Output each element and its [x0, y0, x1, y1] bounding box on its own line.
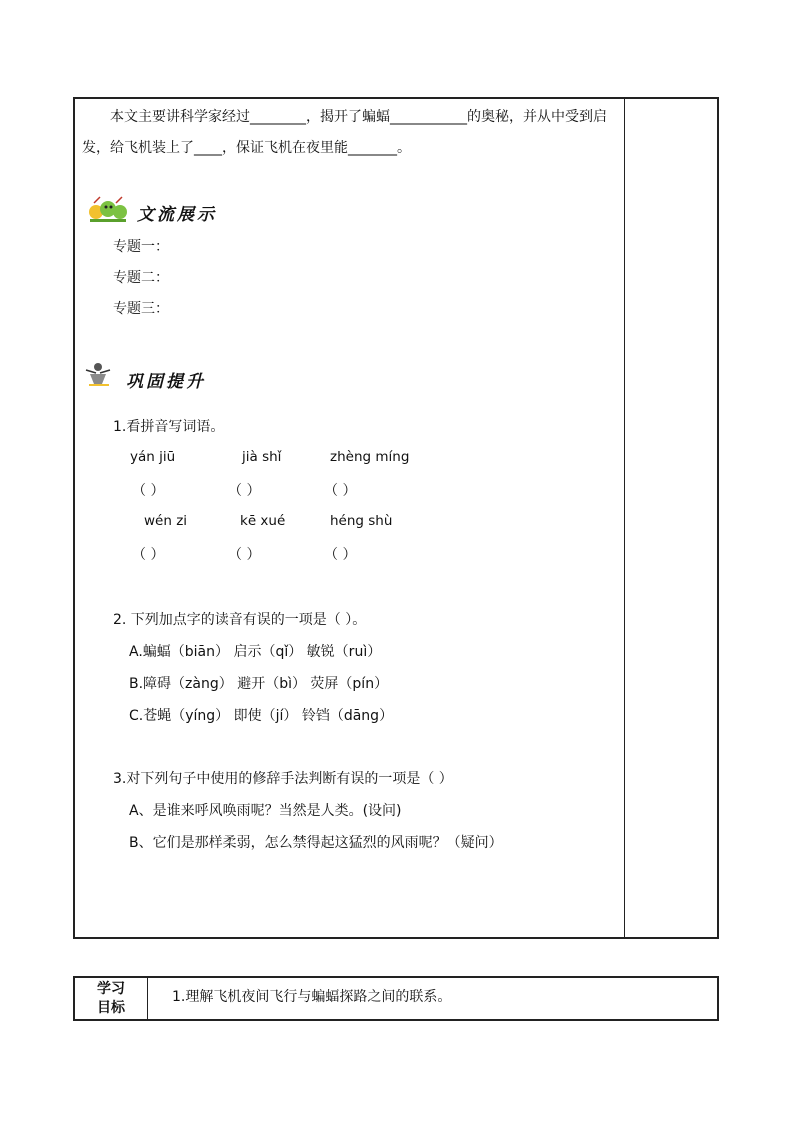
exchange-title: 文流展示 — [137, 205, 217, 225]
q2-prompt: 2. 下列加点字的读音有误的一项是（ ）。 — [113, 612, 367, 628]
pinyin-6: héng shù — [330, 513, 393, 529]
q3-option-a: A、是谁来呼风唤雨呢？当然是人类。(设问) — [129, 803, 402, 819]
pinyin-3: zhèng míng — [330, 449, 410, 465]
exchange-icon — [86, 195, 132, 225]
topic-3: 专题三： — [113, 301, 169, 317]
goals-label-top: 学习 — [97, 980, 125, 997]
q2-option-b: B.障碍（zàng） 避开（bì） 荧屏（pín） — [129, 676, 389, 692]
q1-prompt: 1.看拼音写词语。 — [113, 419, 225, 435]
column-divider — [624, 99, 625, 937]
goals-label — [75, 978, 147, 1019]
pinyin-4: wén zi — [144, 513, 188, 529]
q3-prompt: 3.对下列句子中使用的修辞手法判断有误的一项是（ ） — [113, 771, 453, 787]
q2-option-a: A.蝙蝠（biān） 启示（qǐ） 敏锐（ruì） — [129, 644, 382, 660]
intro-line-1: 本文主要讲科学家经过________，揭开了蝙蝠___________的奥秘，并从中受到启 — [110, 109, 607, 125]
pinyin-5: kē xué — [240, 513, 286, 529]
answer-blank: （ ） — [228, 547, 261, 563]
consolidate-icon — [84, 360, 114, 386]
goals-text: 1.理解飞机夜间飞行与蝙蝠探路之间的联系。 — [172, 989, 452, 1005]
topic-2: 专题二： — [113, 270, 169, 286]
answer-blank: （ ） — [324, 547, 357, 563]
intro-line-2: 发，给飞机装上了____，保证飞机在夜里能_______。 — [82, 140, 411, 156]
q3-option-b: B、它们是那样柔弱，怎么禁得起这猛烈的风雨呢？（疑问） — [129, 835, 503, 851]
goals-divider — [147, 978, 148, 1019]
answer-blank: （ ） — [324, 483, 357, 499]
consolidate-title: 巩固提升 — [126, 372, 206, 392]
pinyin-2: jià shǐ — [242, 449, 282, 465]
answer-blank: （ ） — [228, 483, 261, 499]
q2-option-c: C.苍蝇（yíng） 即使（jí） 铃铛（dāng） — [129, 708, 394, 724]
goals-label-bottom: 目标 — [97, 999, 125, 1016]
answer-blank: （ ） — [132, 483, 165, 499]
pinyin-1: yán jiū — [130, 449, 176, 465]
topic-1: 专题一： — [113, 239, 169, 255]
answer-blank: （ ） — [132, 547, 165, 563]
